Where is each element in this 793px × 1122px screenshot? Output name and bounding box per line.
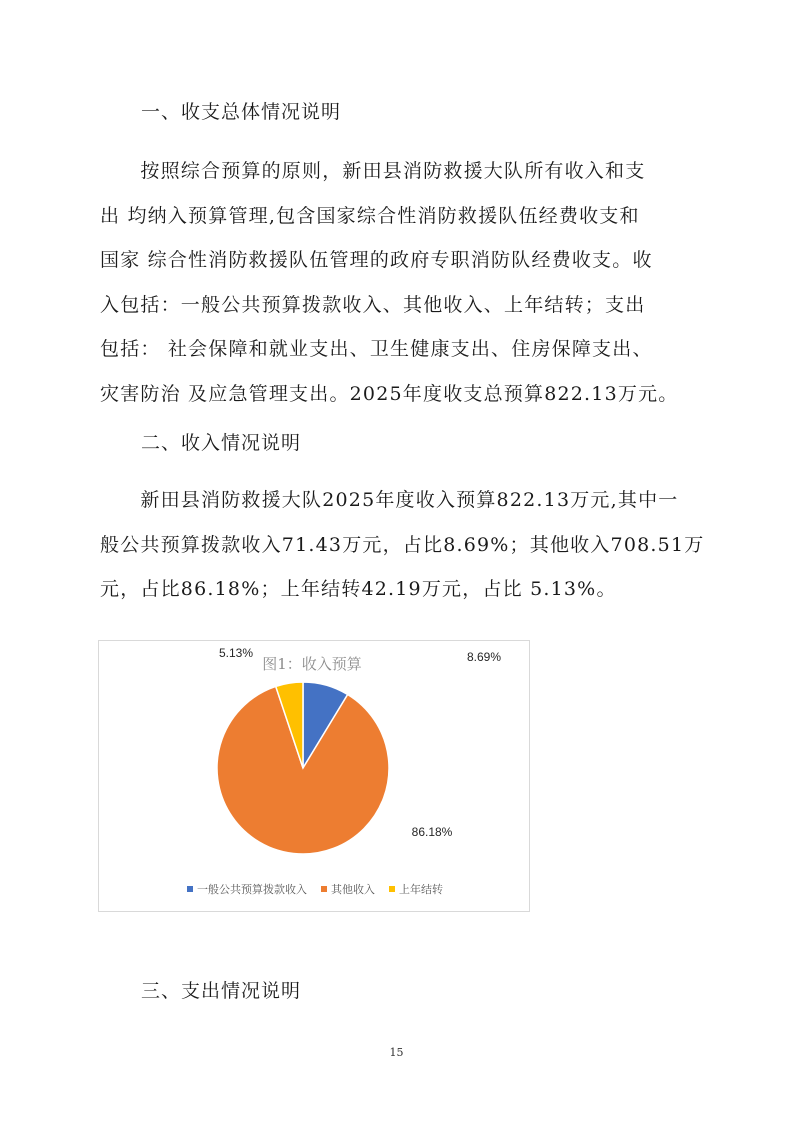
legend-label: 上年结转 <box>399 883 443 896</box>
legend-swatch <box>389 886 395 892</box>
paragraph-line: 出 均纳入预算管理,包含国家综合性消防救援队伍经费收支和 <box>100 204 640 227</box>
pie-chart-svg <box>99 641 529 911</box>
paragraph-line: 灾害防治 及应急管理支出。2025年度收支总预算822.13万元。 <box>100 382 679 405</box>
section2-paragraph <box>100 478 705 612</box>
legend-swatch <box>321 886 327 892</box>
paragraph-line: 般公共预算拨款收入71.43万元，占比8.69%；其他收入708.51万 <box>100 533 705 556</box>
legend-label: 其他收入 <box>331 883 375 896</box>
paragraph-line: 国家 综合性消防救援队伍管理的政府专职消防队经费收支。收 <box>100 249 653 272</box>
paragraph-line: 按照综合预算的原则，新田县消防救援大队所有收入和支 <box>100 160 646 182</box>
income-pie-chart <box>98 640 530 912</box>
paragraph-line: 入包括：一般公共预算拨款收入、其他收入、上年结转；支出 <box>100 293 646 316</box>
section1-paragraph <box>100 149 700 417</box>
chart-title: 图1：收入预算 <box>262 655 362 673</box>
paragraph-line: 包括： 社会保障和就业支出、卫生健康支出、住房保障支出、 <box>100 338 653 361</box>
data-label: 8.69% <box>466 650 502 664</box>
section1-heading: 一、收支总体情况说明 <box>141 101 342 123</box>
paragraph-line: 元，占比86.18%；上年结转42.19万元，占比 5.13%。 <box>100 578 617 601</box>
legend-swatch <box>187 886 193 892</box>
page-number: 15 <box>389 1046 404 1059</box>
section2-heading: 二、收入情况说明 <box>141 432 302 454</box>
data-label: 86.18% <box>411 825 453 839</box>
legend-label: 一般公共预算拨款收入 <box>197 883 307 896</box>
section3-heading: 三、支出情况说明 <box>141 980 302 1002</box>
paragraph-line: 新田县消防救援大队2025年度收入预算822.13万元,其中一 <box>100 489 679 511</box>
data-label: 5.13% <box>218 646 254 660</box>
